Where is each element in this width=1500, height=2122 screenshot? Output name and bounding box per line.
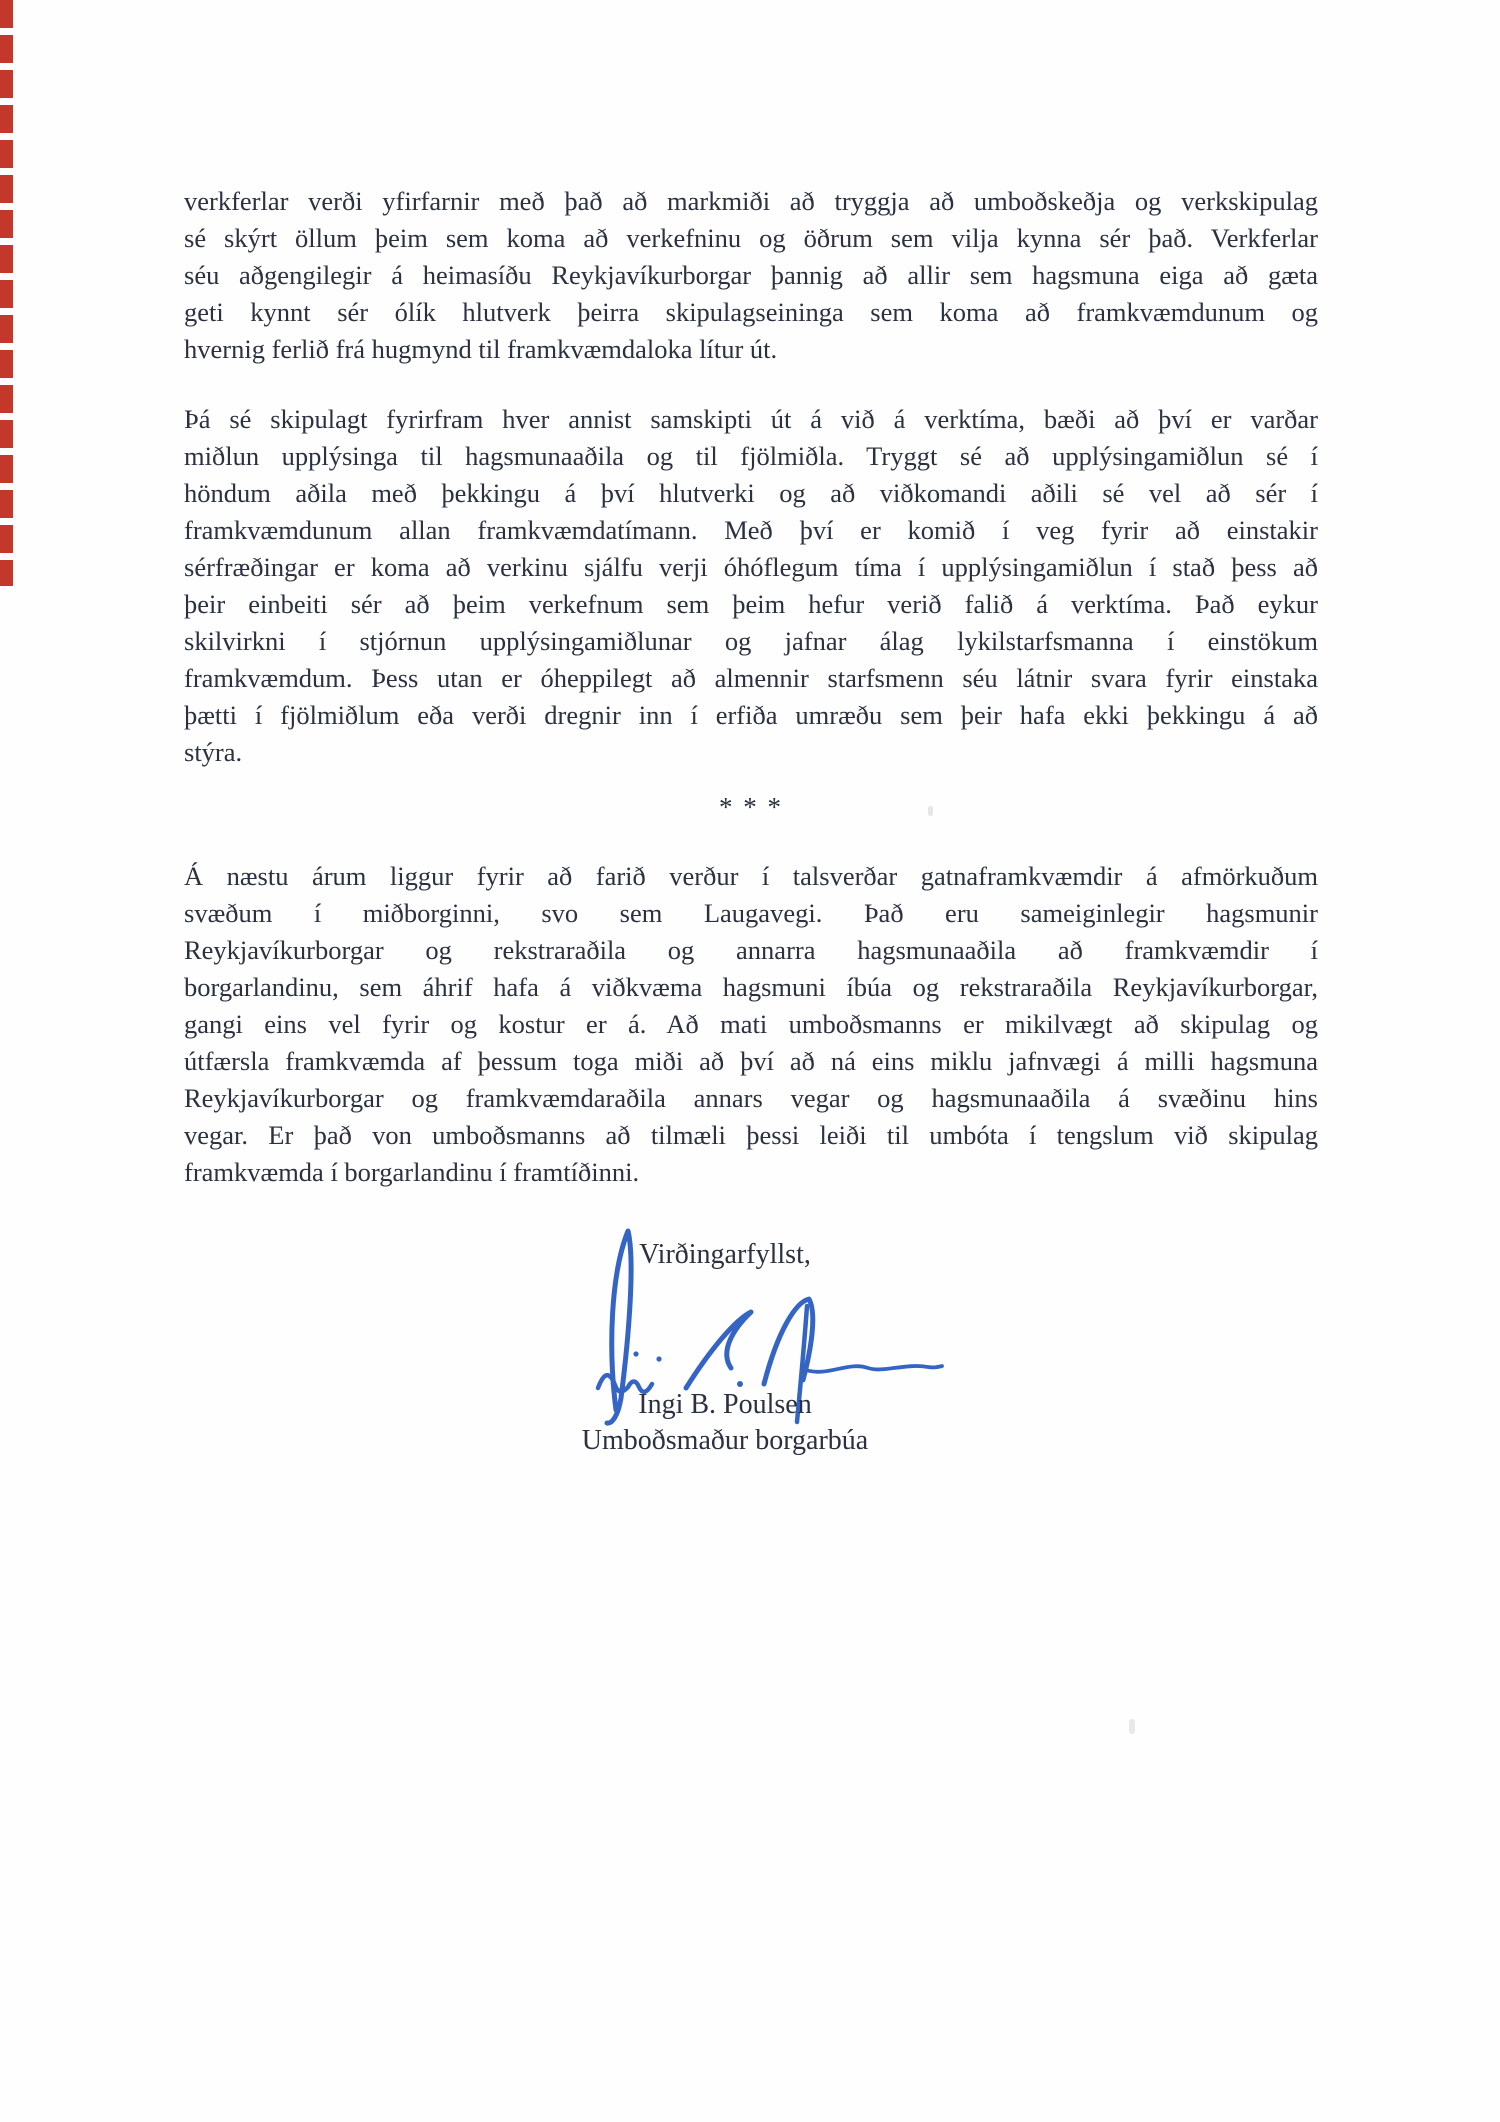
signatory-name: Ingi B. Poulsen xyxy=(638,1389,812,1420)
letter-line: miðlun upplýsinga til hagsmunaaðila og til fjölmiðla. Tryggt sé að upplýsingamiðlun sé í xyxy=(184,441,1318,471)
letter-line: höndum aðila með þekkingu á því hlutverki og að viðkomandi aðili sé vel að sér í xyxy=(184,478,1318,508)
letter-line: útfærsla framkvæmda af þessum toga miði að því að ná eins miklu jafnvægi á milli hagsmuna xyxy=(184,1046,1318,1076)
letter-line: þeir einbeiti sér að þeim verkefnum sem þeim hefur verið falið á verktíma. Það eykur xyxy=(184,589,1318,619)
paragraph-2 xyxy=(184,401,1318,771)
letter-line: geti kynnt sér ólík hlutverk þeirra skipulagseininga sem koma að framkvæmdunum og xyxy=(184,297,1318,327)
letter-line: Á næstu árum liggur fyrir að farið verður í talsverðar gatnaframkvæmdir á afmörkuðum xyxy=(184,861,1318,891)
letter-line: stýra. xyxy=(184,737,243,767)
letter-line: skilvirkni í stjórnun upplýsingamiðlunar og jafnar álag lykilstarfsmanna í einstökum xyxy=(184,626,1318,656)
paragraph-3 xyxy=(184,858,1318,1191)
signatory-title: Umboðsmaður borgarbúa xyxy=(581,1425,869,1456)
letter-line: Reykjavíkurborgar og framkvæmdaraðila annars vegar og hagsmunaaðila á svæðinu hins xyxy=(184,1083,1318,1113)
letter-line: séu aðgengilegir á heimasíðu Reykjavíkurborgar þannig að allir sem hagsmuna eiga að gæta xyxy=(184,260,1318,290)
letter-line: sérfræðingar er koma að verkinu sjálfu verji óhóflegum tíma í upplýsingamiðlun í stað þess að xyxy=(184,552,1318,582)
red-scan-edge-marks xyxy=(0,0,13,586)
letter-line: Þá sé skipulagt fyrirfram hver annist samskipti út á við á verktíma, bæði að því er varðar xyxy=(184,404,1318,434)
scan-artifact xyxy=(928,806,933,816)
letter-line: vegar. Er það von umboðsmanns að tilmæli þessi leiði til umbóta í tengslum við skipulag xyxy=(184,1120,1318,1150)
letter-line: gangi eins vel fyrir og kostur er á. Að mati umboðsmanns er mikilvægt að skipulag og xyxy=(184,1009,1318,1039)
letter-line: framkvæmdunum allan framkvæmdatímann. Með því er komið í veg fyrir að einstakir xyxy=(184,515,1318,545)
letter-line: framkvæmdum. Þess utan er óheppilegt að almennir starfsmenn séu látnir svara fyrir einstaka xyxy=(184,663,1318,693)
letter-line: borgarlandinu, sem áhrif hafa á viðkvæma hagsmuni íbúa og rekstraraðila Reykjavíkurborgar, xyxy=(184,972,1318,1002)
letter-line: verkferlar verði yfirfarnir með það að markmiði að tryggja að umboðskeðja og verkskipulag xyxy=(184,186,1318,216)
paragraph-1 xyxy=(184,183,1318,368)
section-separator-stars: * * * xyxy=(719,792,783,822)
letter-line: þætti í fjölmiðlum eða verði dregnir inn í erfiða umræðu sem þeir hafa ekki þekkingu á að xyxy=(184,700,1318,730)
letter-line: framkvæmda í borgarlandinu í framtíðinni. xyxy=(184,1157,640,1187)
closing-salutation: Virðingarfyllst, xyxy=(639,1239,811,1270)
letter-line: sé skýrt öllum þeim sem koma að verkefninu og öðrum sem vilja kynna sér það. Verkferlar xyxy=(184,223,1318,253)
letter-line: Reykjavíkurborgar og rekstraraðila og annarra hagsmunaaðila að framkvæmdir í xyxy=(184,935,1318,965)
letter-line: svæðum í miðborginni, svo sem Laugavegi. Það eru sameiginlegir hagsmunir xyxy=(184,898,1318,928)
scan-artifact xyxy=(1129,1719,1135,1734)
letter-line: hvernig ferlið frá hugmynd til framkvæmdaloka lítur út. xyxy=(184,334,778,364)
